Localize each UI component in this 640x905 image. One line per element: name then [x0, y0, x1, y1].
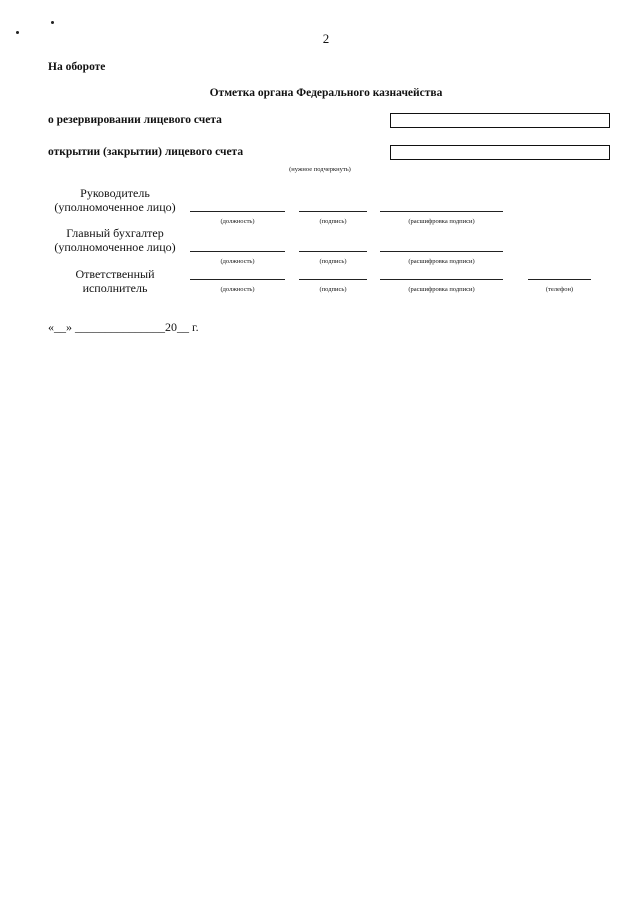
- chief-accountant-position-caption: (должность): [220, 258, 255, 265]
- chief-accountant-role-line1: Главный бухгалтер: [66, 226, 164, 240]
- reservation-label: о резервировании лицевого счета: [48, 114, 222, 126]
- head-role: [40, 186, 190, 214]
- date-day-blank[interactable]: __: [54, 320, 66, 334]
- open-close-mark-box[interactable]: [390, 145, 610, 160]
- head-position-caption: (должность): [220, 218, 255, 225]
- head-signature-line[interactable]: [299, 211, 367, 212]
- date-year-suffix: г.: [192, 320, 199, 334]
- executor-role-line1: Ответственный: [75, 267, 155, 281]
- head-decoding-caption: (расшифровка подписи): [408, 218, 475, 225]
- date-year-prefix: 20: [165, 320, 177, 334]
- executor-phone-line[interactable]: [528, 279, 591, 280]
- chief-accountant-signature-line[interactable]: [299, 251, 367, 252]
- executor-position-line[interactable]: [190, 279, 285, 280]
- page-number: 2: [322, 31, 330, 46]
- head-position-line[interactable]: [190, 211, 285, 212]
- reverse-side-label: На обороте: [48, 61, 106, 73]
- scan-speck: [51, 21, 54, 24]
- executor-role-line2: исполнитель: [82, 281, 148, 295]
- date-line[interactable]: [48, 320, 199, 335]
- head-decoding-line[interactable]: [380, 211, 503, 212]
- head-role-line2: (уполномоченное лицо): [54, 200, 176, 214]
- open-close-label: открытии (закрытии) лицевого счета: [48, 146, 244, 158]
- executor-role: [40, 267, 190, 295]
- chief-accountant-role: [40, 226, 190, 254]
- executor-signature-caption: (подпись): [319, 286, 347, 293]
- document-title: Отметка органа Федерального казначейства: [209, 87, 443, 99]
- executor-decoding-caption: (расшифровка подписи): [408, 286, 475, 293]
- chief-accountant-decoding-caption: (расшифровка подписи): [408, 258, 475, 265]
- date-close-quote: »: [66, 320, 72, 334]
- date-open-quote: «: [48, 320, 54, 334]
- chief-accountant-decoding-line[interactable]: [380, 251, 503, 252]
- executor-position-caption: (должность): [220, 286, 255, 293]
- executor-decoding-line[interactable]: [380, 279, 503, 280]
- underline-hint: (нужное подчеркнуть): [289, 166, 351, 173]
- chief-accountant-signature-caption: (подпись): [319, 258, 347, 265]
- head-signature-caption: (подпись): [319, 218, 347, 225]
- head-role-line1: Руководитель: [80, 186, 150, 200]
- chief-accountant-role-line2: (уполномоченное лицо): [54, 240, 176, 254]
- executor-signature-line[interactable]: [299, 279, 367, 280]
- date-month-blank[interactable]: _______________: [75, 320, 165, 334]
- executor-phone-caption: (телефон): [545, 286, 574, 293]
- chief-accountant-position-line[interactable]: [190, 251, 285, 252]
- reservation-mark-box[interactable]: [390, 113, 610, 128]
- date-year-blank[interactable]: __: [177, 320, 189, 334]
